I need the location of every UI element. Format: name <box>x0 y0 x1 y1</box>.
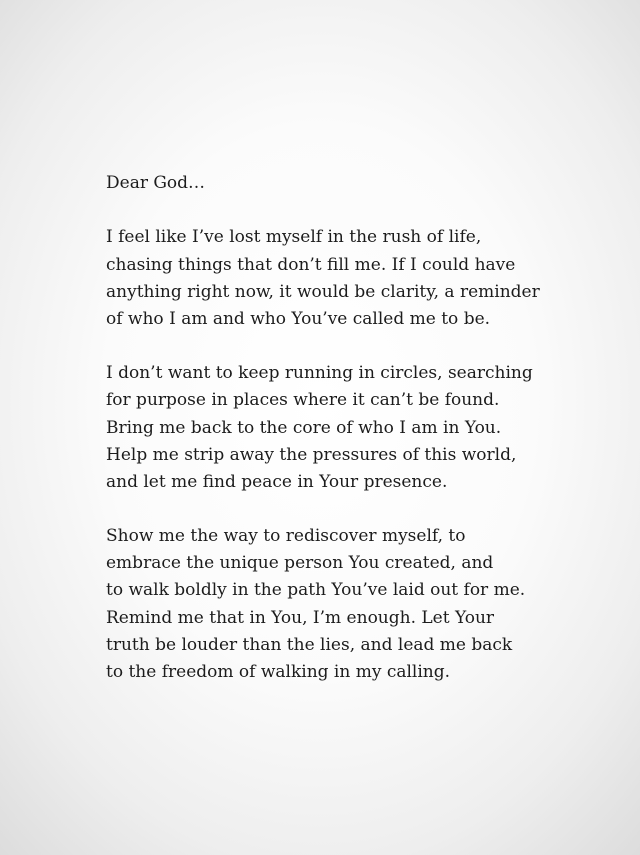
letter-line: for purpose in places where it can’t be found. <box>106 390 500 411</box>
letter-line: Remind me that in You, I’m enough. Let Your <box>106 607 495 628</box>
letter-paragraph-3 <box>106 523 546 686</box>
letter-line: I feel like I’ve lost myself in the rush of life, <box>106 227 482 248</box>
letter-paragraph-1 <box>106 224 546 333</box>
letter-line: I don’t want to keep running in circles, searching <box>106 363 533 384</box>
letter-line: Show me the way to rediscover myself, to <box>106 526 466 547</box>
letter-line: Help me strip away the pressures of this world, <box>106 444 517 465</box>
letter-line: to walk boldly in the path You’ve laid out for me. <box>106 580 526 601</box>
letter-paragraph-2 <box>106 360 546 496</box>
letter-line: truth be louder than the lies, and lead me back <box>106 634 513 655</box>
letter-line: and let me find peace in Your presence. <box>106 471 448 492</box>
letter-line: embrace the unique person You created, and <box>106 553 494 574</box>
letter-line: anything right now, it would be clarity, a reminder <box>106 281 540 302</box>
letter-line: Bring me back to the core of who I am in You. <box>106 417 502 438</box>
letter-body <box>106 170 546 686</box>
letter-line: of who I am and who You’ve called me to be. <box>106 308 491 329</box>
letter-line: chasing things that don’t fill me. If I could have <box>106 254 516 275</box>
letter-line: to the freedom of walking in my calling. <box>106 662 451 682</box>
letter-greeting: Dear God… <box>106 173 206 193</box>
